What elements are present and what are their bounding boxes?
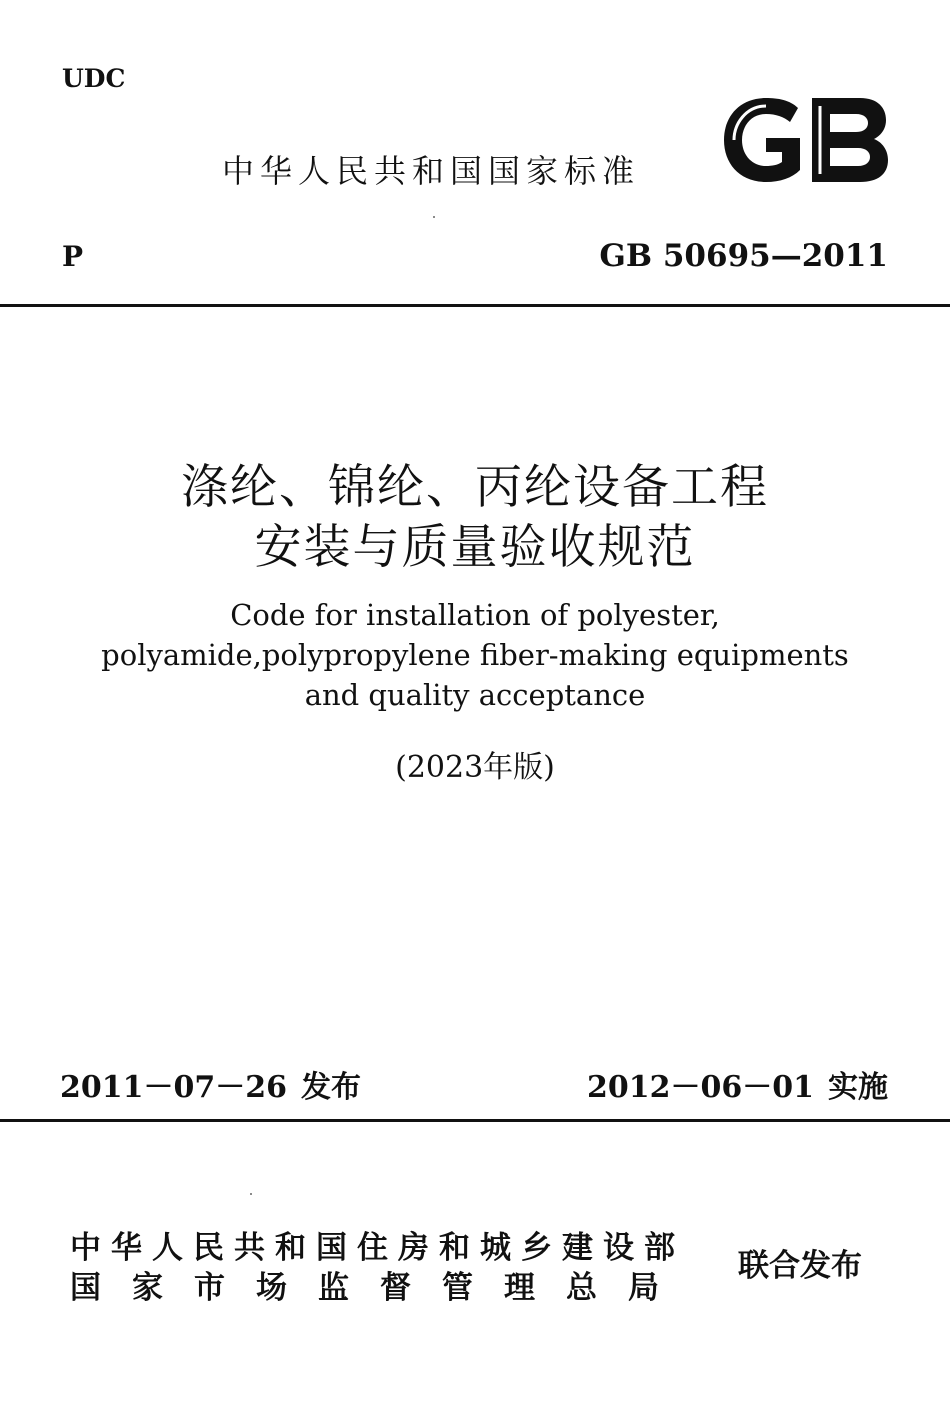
title-en-line3: and quality acceptance (304, 678, 646, 712)
udc-label: UDC (62, 64, 126, 93)
effective-date: 2012－06－01 (587, 1070, 814, 1105)
title-cn-line2: 安装与质量验收规范 (254, 520, 696, 575)
national-standard-heading: 中华人民共和国国家标准 (222, 152, 641, 190)
bottom-divider (0, 1119, 950, 1122)
issuer-line2: 国家市场监督管理总局 (70, 1270, 690, 1306)
effective-date-block (587, 1062, 888, 1106)
joint-issue-label: 联合发布 (738, 1248, 862, 1284)
issue-date-block (60, 1062, 361, 1106)
gb-logo (720, 94, 890, 186)
title-cn-line1: 涤纶、锦纶、丙纶设备工程 (181, 460, 769, 515)
issue-date: 2011－07－26 (60, 1070, 287, 1105)
standard-number: GB 50695—2011 (599, 238, 888, 274)
edition-label: (2023年版) (395, 750, 555, 785)
issuer-line1: 中华人民共和国住房和城乡建设部 (70, 1230, 685, 1266)
classification-code: P (62, 240, 84, 273)
speck (250, 1193, 252, 1195)
issue-label: 发布 (301, 1070, 361, 1105)
effective-label: 实施 (828, 1070, 888, 1105)
speck (433, 216, 435, 218)
top-divider (0, 304, 950, 307)
title-en-line2: polyamide,polypropylene fiber-making equipments (101, 638, 849, 672)
title-en-line1: Code for installation of polyester, (230, 598, 720, 632)
